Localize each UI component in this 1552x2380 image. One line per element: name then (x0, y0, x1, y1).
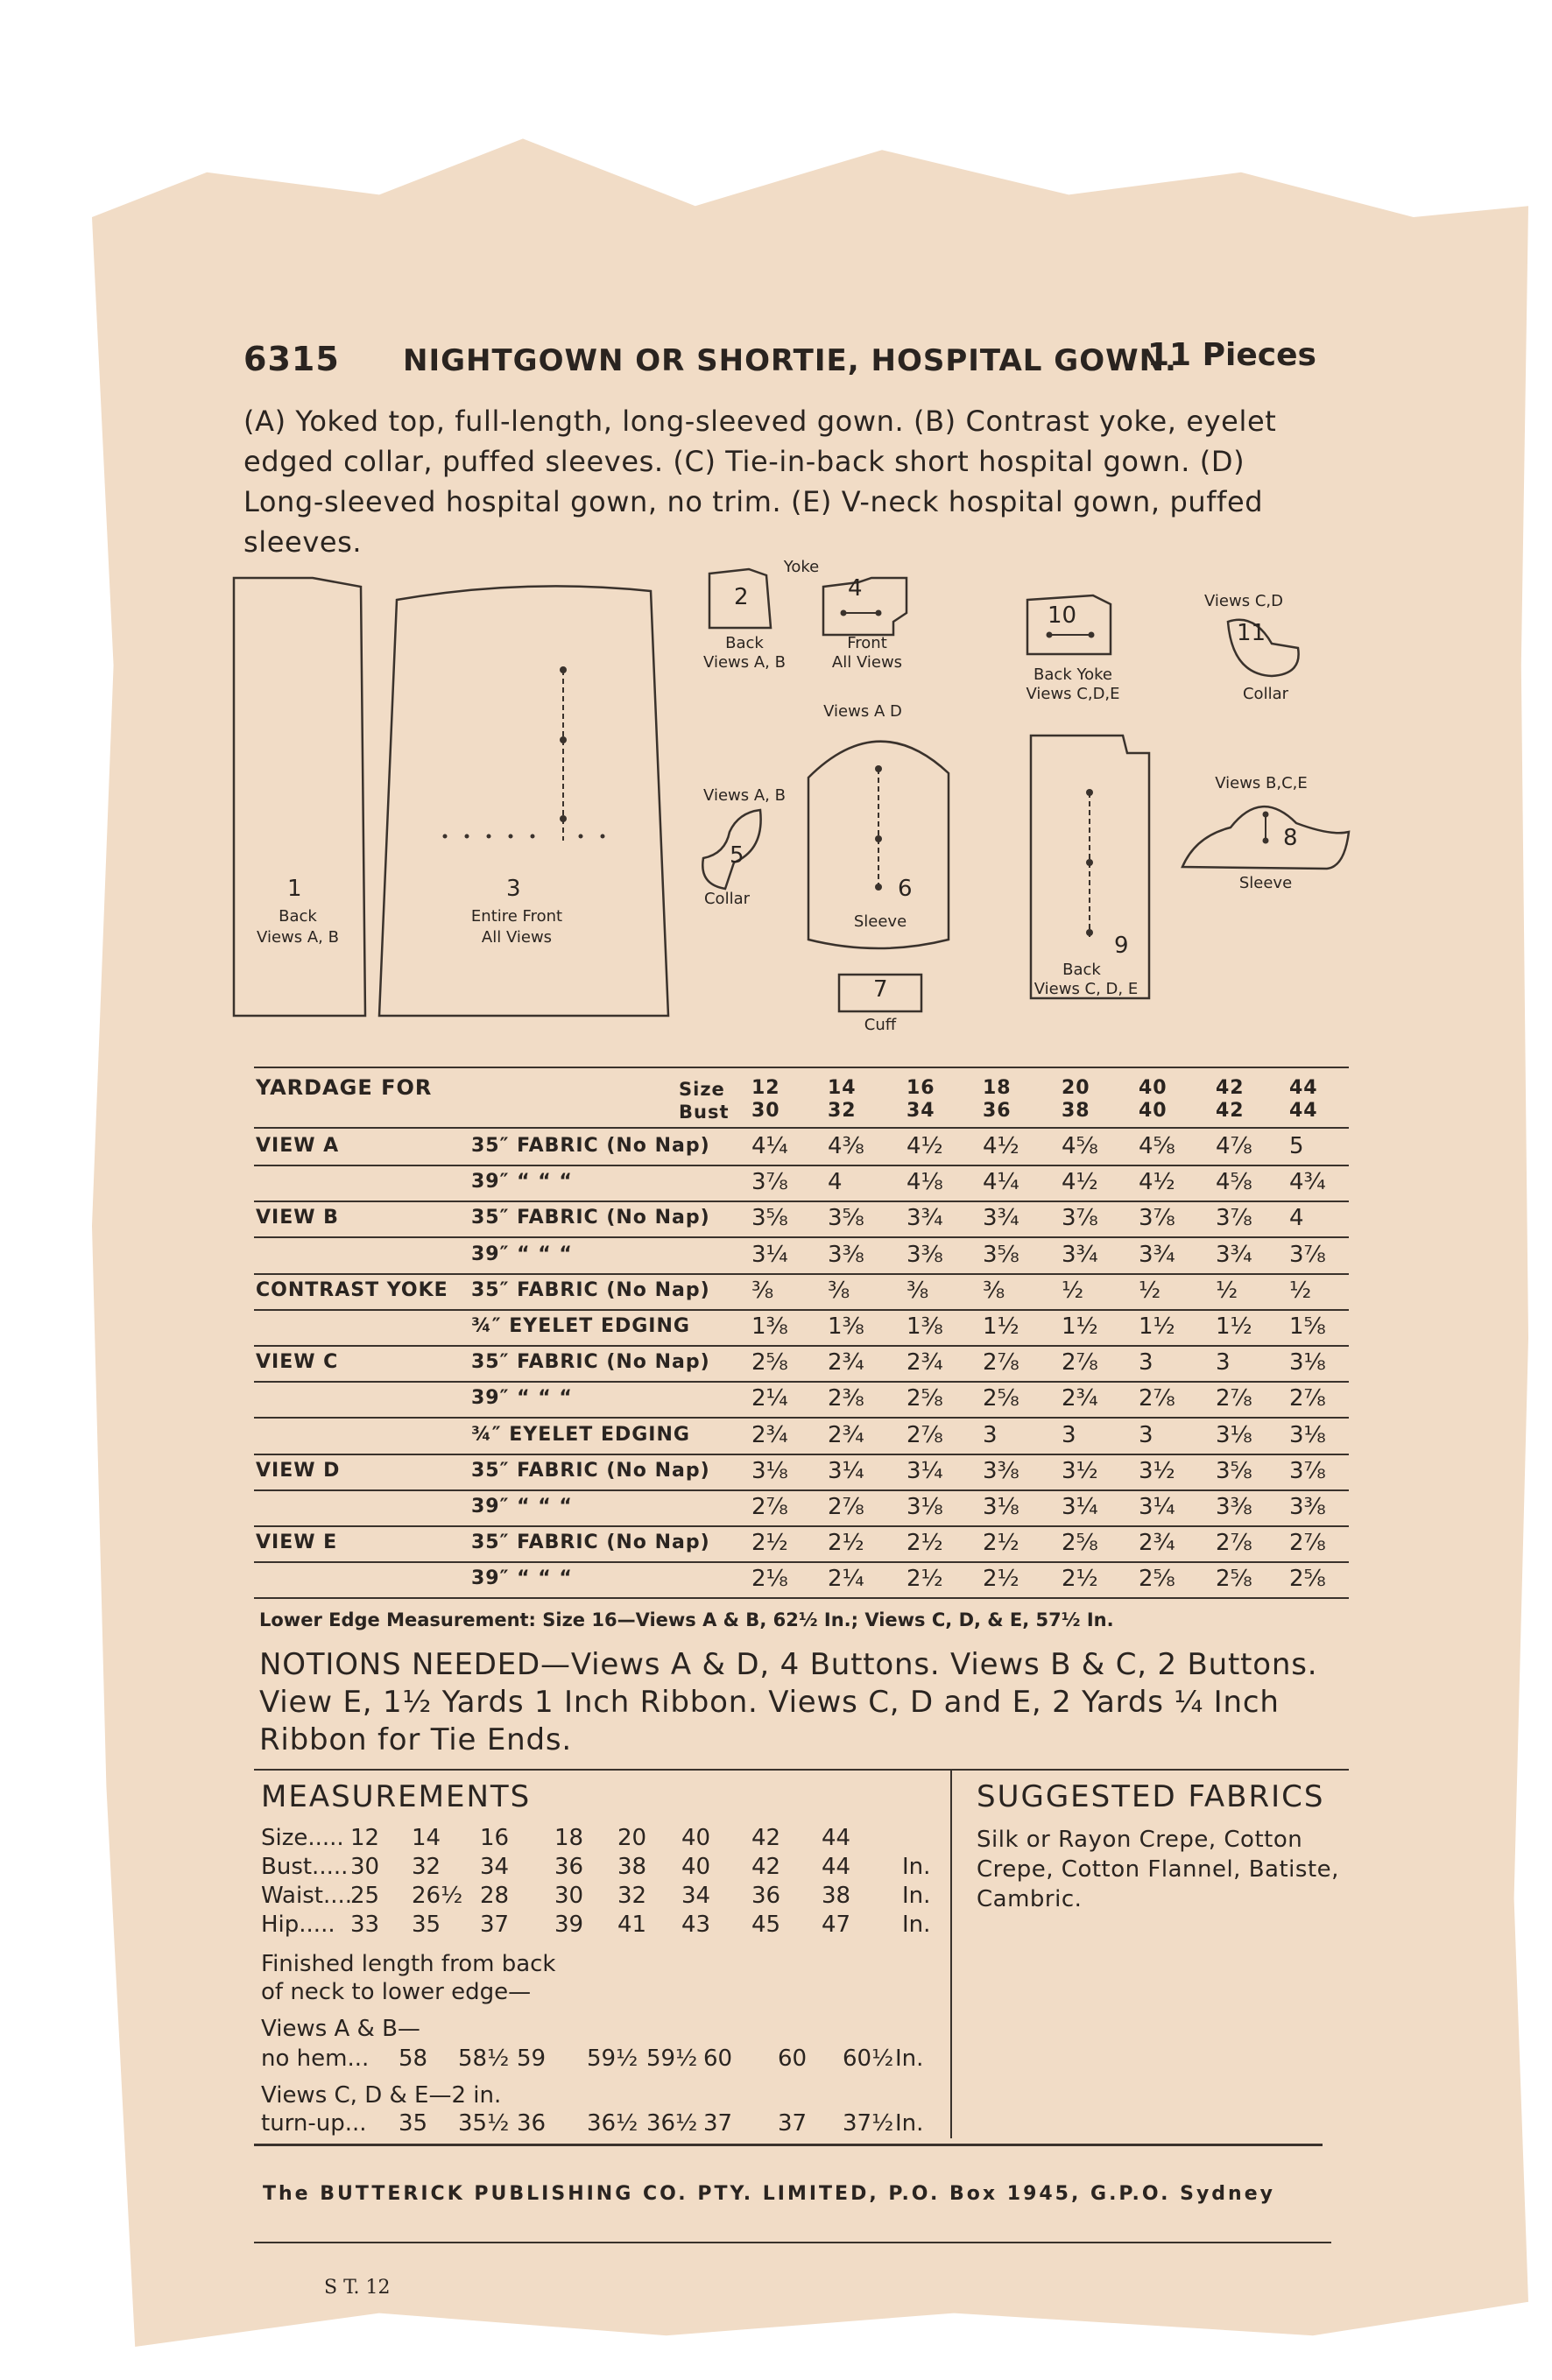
yardage-cell: 3¾ (983, 1205, 1019, 1232)
yardage-cell: 3⅛ (1289, 1349, 1326, 1377)
piece-1-outline (229, 574, 370, 1020)
piece-4-outline (819, 574, 915, 639)
measurements-cell: 36 (554, 1854, 584, 1880)
measurements-cell: 35 (412, 1912, 441, 1938)
yardage-cell: 2½ (983, 1566, 1019, 1593)
yardage-cell: 2⅝ (1216, 1566, 1252, 1593)
yardage-cell: 3⅞ (1062, 1205, 1098, 1232)
finished-length-cell: 36 (517, 2110, 547, 2137)
yardage-cell: 2⅝ (1139, 1566, 1175, 1593)
table-header-rule (254, 1127, 1349, 1129)
yardage-cell: 3⅜ (1216, 1494, 1252, 1520)
measurements-cell: 34 (681, 1883, 711, 1909)
yardage-row-rule (254, 1561, 1349, 1563)
piece-count: 11 Pieces (1147, 337, 1316, 373)
yardage-cell: 3¼ (751, 1241, 788, 1268)
yardage-cell: ½ (1062, 1277, 1084, 1304)
finished-length-unit: In. (895, 2110, 924, 2137)
pattern-number: 6315 (243, 340, 340, 378)
bust-header-cell: 30 (751, 1100, 780, 1122)
yardage-cell: 2⅝ (751, 1349, 788, 1377)
piece-4-label: Front (847, 634, 887, 652)
yardage-cell: 2½ (828, 1530, 864, 1557)
piece-3-views: All Views (481, 928, 553, 947)
yardage-cell: 3⅜ (1289, 1494, 1326, 1520)
yardage-cell: 3⅞ (1139, 1205, 1175, 1232)
bust-header-cell: 40 (1139, 1100, 1168, 1122)
yardage-cell: 2½ (907, 1566, 943, 1593)
yardage-cell: 3 (1216, 1349, 1231, 1377)
finished-length-unit: In. (895, 2046, 924, 2072)
yoke-heading: Yoke (783, 558, 820, 576)
yardage-cell: 5 (1289, 1133, 1304, 1159)
table-top-rule (254, 1067, 1349, 1068)
finished-length-line-1: Finished length from back (261, 1951, 556, 1977)
yardage-cell: 2⅝ (1289, 1566, 1326, 1593)
yardage-row-rule (254, 1525, 1349, 1527)
yardage-cell: 2⅞ (907, 1421, 943, 1448)
yardage-cell: 2⅝ (1062, 1530, 1098, 1557)
finished-length-line-2: of neck to lower edge— (261, 1979, 532, 2005)
measurements-cell: 18 (554, 1825, 584, 1851)
piece-2-number: 2 (734, 584, 749, 610)
yardage-cell: 1½ (983, 1313, 1019, 1340)
yardage-view-label: VIEW C (256, 1351, 339, 1374)
yardage-cell: 2⅞ (751, 1494, 788, 1520)
yardage-row-rule (254, 1381, 1349, 1383)
finished-length-cell: 59½ (646, 2046, 698, 2072)
finished-length-cell: 35 (399, 2110, 428, 2137)
measurements-cell: 45 (751, 1912, 781, 1938)
measurements-cell: 32 (617, 1883, 647, 1909)
measurements-cell: 38 (822, 1883, 851, 1909)
yardage-fabric-label: 39″ “ “ “ (471, 1171, 573, 1194)
measurements-heading: MEASUREMENTS (261, 1779, 532, 1814)
yardage-cell: 3 (1062, 1421, 1076, 1448)
yardage-cell: 4½ (1062, 1169, 1098, 1196)
footer-rule (254, 2242, 1331, 2243)
yardage-cell: 3¾ (1216, 1241, 1252, 1268)
yardage-cell: 3⅜ (983, 1457, 1019, 1484)
yardage-cell: 2⅞ (1216, 1385, 1252, 1412)
yardage-cell: 4⅞ (1216, 1133, 1252, 1159)
bust-header-cell: 44 (1289, 1100, 1318, 1122)
measurements-cell: 44 (822, 1854, 851, 1880)
yardage-cell: 2⅞ (1289, 1385, 1326, 1412)
yardage-cell: 3¼ (907, 1457, 943, 1484)
yardage-view-label: VIEW D (256, 1459, 341, 1482)
size-header-cell: 44 (1289, 1077, 1318, 1099)
yardage-cell: 2½ (983, 1530, 1019, 1557)
piece-3-outline (375, 578, 673, 1020)
yardage-row-rule (254, 1489, 1349, 1491)
yardage-cell: 3⅛ (983, 1494, 1019, 1520)
views-ab-label: Views A & B— (261, 2016, 420, 2042)
finished-length-cell: 60 (703, 2046, 733, 2072)
yardage-cell: ½ (1289, 1277, 1312, 1304)
piece-7-label: Cuff (864, 1016, 897, 1034)
yardage-row-rule (254, 1345, 1349, 1347)
yardage-cell: 1½ (1139, 1313, 1175, 1340)
piece-5-views: Views A, B (703, 786, 786, 805)
measurements-cell: 44 (822, 1825, 851, 1851)
yardage-cell: 4½ (983, 1133, 1019, 1159)
yardage-row-rule (254, 1309, 1349, 1311)
yardage-cell: 2⅞ (1062, 1349, 1098, 1377)
yardage-cell: 2⅞ (1289, 1530, 1326, 1557)
yardage-cell: 3⅞ (751, 1169, 788, 1196)
finished-length-cell: 60½ (843, 2046, 894, 2072)
yardage-cell: 3¾ (1062, 1241, 1098, 1268)
yardage-cell: 3⅞ (1289, 1457, 1326, 1484)
measurements-cell: 40 (681, 1854, 711, 1880)
yardage-view-label: VIEW A (256, 1135, 340, 1157)
yardage-cell: 2¾ (907, 1349, 943, 1377)
yardage-cell: 4¾ (1289, 1169, 1326, 1196)
yardage-cell: 4 (1289, 1205, 1304, 1232)
yardage-cell: ⅜ (983, 1277, 1005, 1304)
yardage-fabric-label: 35″ FABRIC (No Nap) (471, 1351, 710, 1374)
measurements-cell: 42 (751, 1825, 781, 1851)
bust-header-cell: 38 (1062, 1100, 1090, 1122)
measurements-cell: 33 (350, 1912, 380, 1938)
yardage-cell: 4⅜ (828, 1133, 864, 1159)
yardage-cell: 4 (828, 1169, 843, 1196)
yardage-cell: 3⅛ (751, 1457, 788, 1484)
yardage-row-rule (254, 1165, 1349, 1166)
yardage-cell: 3⅞ (1216, 1205, 1252, 1232)
bust-label: Bust (679, 1102, 730, 1123)
finished-length-cell: 37 (703, 2110, 733, 2137)
lower-edge-note: Lower Edge Measurement: Size 16—Views A & B, 62½ In.; Views C, D, & E, 57½ In. (259, 1609, 1114, 1630)
yardage-row-rule (254, 1236, 1349, 1238)
piece-11-views: Views C,D (1204, 592, 1283, 610)
measurements-cell: 14 (412, 1825, 441, 1851)
finished-length-cell: 35½ (458, 2110, 510, 2137)
piece-4-views: All Views (831, 653, 903, 672)
finished-length-cell: 59½ (587, 2046, 638, 2072)
notions-needed: NOTIONS NEEDED—Views A & D, 4 Buttons. Views B & C, 2 Buttons. View E, 1½ Yards 1 Inch Ribbon. Views C, D and E, 2 Yards ¼ Inch Ribbon for Tie Ends. (259, 1647, 1318, 1757)
yardage-cell: 4½ (907, 1133, 943, 1159)
measurements-cell: 47 (822, 1912, 851, 1938)
piece-6-label: Sleeve (853, 912, 907, 931)
yardage-cell: 3⅛ (907, 1494, 943, 1520)
measurements-top-rule (254, 1769, 1349, 1771)
yardage-cell: 3¾ (1139, 1241, 1175, 1268)
yardage-cell: 3⅝ (751, 1205, 788, 1232)
measurements-row-label: Bust..... (261, 1854, 349, 1880)
measurements-cell: 38 (617, 1854, 647, 1880)
piece-3-number: 3 (506, 876, 521, 902)
print-code: S T. 12 (324, 2277, 391, 2299)
measurements-cell: 37 (480, 1912, 510, 1938)
finished-length-cell: 58 (399, 2046, 428, 2072)
yardage-cell: 2¾ (828, 1421, 864, 1448)
yardage-row-rule (254, 1597, 1349, 1599)
piece-9-number: 9 (1114, 933, 1129, 959)
finished-length-cell: 36½ (587, 2110, 638, 2137)
measurements-cell: 26½ (412, 1883, 463, 1909)
yardage-cell: 4⅛ (907, 1169, 943, 1196)
piece-5-number: 5 (730, 842, 744, 869)
yardage-cell: 2¾ (1139, 1530, 1175, 1557)
yardage-cell: ½ (1139, 1277, 1161, 1304)
yardage-cell: 4⅝ (1216, 1169, 1252, 1196)
yardage-row-rule (254, 1273, 1349, 1275)
yardage-fabric-label: ¾″ EYELET EDGING (471, 1315, 690, 1337)
suggested-fabrics-heading: SUGGESTED FABRICS (977, 1779, 1325, 1814)
size-header-cell: 14 (828, 1077, 857, 1099)
measurements-row-label: Waist.... (261, 1883, 352, 1909)
yardage-cell: 4¼ (983, 1169, 1019, 1196)
measurements-cell: 30 (350, 1854, 380, 1880)
yardage-cell: 1½ (1216, 1313, 1252, 1340)
yardage-fabric-label: 35″ FABRIC (No Nap) (471, 1207, 710, 1229)
yardage-row-rule (254, 1417, 1349, 1419)
yardage-cell: 2¾ (751, 1421, 788, 1448)
finished-length-cell: 59 (517, 2046, 547, 2072)
size-header-cell: 18 (983, 1077, 1012, 1099)
yardage-cell: 3⅝ (1216, 1457, 1252, 1484)
yardage-cell: 3 (1139, 1421, 1153, 1448)
yardage-cell: 3 (1139, 1349, 1153, 1377)
piece-6-views: Views A D (823, 702, 902, 721)
size-header-cell: 16 (907, 1077, 935, 1099)
views-description: (A) Yoked top, full-length, long-sleeved gown. (B) Contrast yoke, eyelet edged collar, puffed sleeves. (C) Tie-in-back short hospital gown. (D) Long-sleeved hospital gown, no trim. (E) V-neck hospital gown, puffed sleeves. (243, 405, 1277, 559)
piece-9-views: Views C, D, E (1033, 980, 1139, 998)
measurements-divider (950, 1771, 952, 2138)
measurements-cell: 16 (480, 1825, 510, 1851)
yardage-cell: 3¾ (907, 1205, 943, 1232)
piece-10-number: 10 (1048, 602, 1077, 629)
yardage-view-label: VIEW E (256, 1532, 338, 1554)
yardage-row-rule (254, 1454, 1349, 1455)
measurements-unit: In. (902, 1854, 931, 1880)
yardage-cell: 4⅝ (1062, 1133, 1098, 1159)
measurements-cell: 41 (617, 1912, 647, 1938)
piece-11-number: 11 (1237, 620, 1266, 646)
piece-9-label: Back (1062, 961, 1101, 979)
yardage-cell: 2½ (751, 1530, 788, 1557)
publisher-footer: The BUTTERICK PUBLISHING CO. PTY. LIMITED, P.O. Box 1945, G.P.O. Sydney (263, 2183, 1275, 2205)
yardage-cell: 2¾ (1062, 1385, 1098, 1412)
finished-length-cell: 36½ (646, 2110, 698, 2137)
measurements-cell: 36 (751, 1883, 781, 1909)
yardage-cell: 2⅜ (828, 1385, 864, 1412)
measurements-cell: 39 (554, 1912, 584, 1938)
yardage-cell: 3½ (1062, 1457, 1098, 1484)
yardage-cell: ⅜ (751, 1277, 774, 1304)
size-header-cell: 12 (751, 1077, 780, 1099)
measurements-cell: 32 (412, 1854, 441, 1880)
yardage-cell: 3¼ (1139, 1494, 1175, 1520)
yardage-cell: 4¼ (751, 1133, 788, 1159)
size-header-cell: 42 (1216, 1077, 1245, 1099)
piece-8-label: Sleeve (1238, 874, 1293, 892)
yardage-cell: 3⅞ (1289, 1241, 1326, 1268)
piece-2-views: Views A, B (703, 653, 786, 672)
yardage-cell: ⅜ (828, 1277, 850, 1304)
yardage-cell: 2¼ (828, 1566, 864, 1593)
yardage-view-label: VIEW B (256, 1207, 339, 1229)
yardage-cell: 2⅝ (907, 1385, 943, 1412)
yardage-cell: 3⅛ (1289, 1421, 1326, 1448)
suggested-fabrics-text: Silk or Rayon Crepe, Cotton Crepe, Cotton Flannel, Batiste, Cambric. (977, 1827, 1339, 1912)
finished-length-label: turn-up... (261, 2110, 367, 2137)
finished-length-cell: 60 (778, 2046, 808, 2072)
yardage-cell: 1⅜ (751, 1313, 788, 1340)
yardage-cell: 2½ (1062, 1566, 1098, 1593)
yardage-cell: 3⅝ (828, 1205, 864, 1232)
yardage-fabric-label: 39″ “ “ “ (471, 1243, 573, 1265)
yardage-fabric-label: 39″ “ “ “ (471, 1496, 573, 1517)
yardage-cell: 3⅜ (907, 1241, 943, 1268)
piece-7-number: 7 (873, 976, 888, 1003)
piece-11-label: Collar (1242, 685, 1288, 703)
measurements-cell: 25 (350, 1883, 380, 1909)
measurements-unit: In. (902, 1912, 931, 1938)
pattern-title: NIGHTGOWN OR SHORTIE, HOSPITAL GOWN. (403, 343, 1177, 378)
yardage-fabric-label: 35″ FABRIC (No Nap) (471, 1532, 710, 1554)
yardage-row-rule (254, 1201, 1349, 1202)
yardage-fabric-label: 35″ FABRIC (No Nap) (471, 1278, 710, 1301)
yardage-cell: ½ (1216, 1277, 1238, 1304)
bust-header-cell: 36 (983, 1100, 1012, 1122)
yardage-cell: 2½ (907, 1530, 943, 1557)
piece-10-views: Views C,D,E (1026, 685, 1120, 703)
measurements-unit: In. (902, 1883, 931, 1909)
yardage-cell: 2⅝ (983, 1385, 1019, 1412)
size-header-cell: 20 (1062, 1077, 1090, 1099)
piece-10-label: Back Yoke (1033, 665, 1112, 684)
finished-length-cell: 58½ (458, 2046, 510, 2072)
measurements-cell: 34 (480, 1854, 510, 1880)
finished-length-cell: 37 (778, 2110, 808, 2137)
measurements-cell: 12 (350, 1825, 380, 1851)
yardage-cell: 3¼ (828, 1457, 864, 1484)
measurements-cell: 42 (751, 1854, 781, 1880)
yardage-cell: 3½ (1139, 1457, 1175, 1484)
yardage-cell: 3 (983, 1421, 998, 1448)
bust-header-cell: 34 (907, 1100, 935, 1122)
bust-header-cell: 32 (828, 1100, 857, 1122)
measurements-bottom-rule (254, 2144, 1323, 2146)
piece-8-number: 8 (1283, 825, 1298, 851)
measurements-cell: 28 (480, 1883, 510, 1909)
yardage-fabric-label: 39″ “ “ “ (471, 1387, 573, 1410)
yardage-fabric-label: 35″ FABRIC (No Nap) (471, 1459, 710, 1482)
yardage-cell: 1⅜ (907, 1313, 943, 1340)
piece-4-number: 4 (848, 575, 863, 602)
yardage-fabric-label: ¾″ EYELET EDGING (471, 1423, 690, 1446)
measurements-cell: 20 (617, 1825, 647, 1851)
yardage-cell: 1⅜ (828, 1313, 864, 1340)
yardage-cell: 2⅞ (1139, 1385, 1175, 1412)
piece-1-label: Back (279, 907, 317, 926)
yardage-cell: 3⅝ (983, 1241, 1019, 1268)
finished-length-cell: 37½ (843, 2110, 894, 2137)
yardage-cell: ⅜ (907, 1277, 929, 1304)
piece-8-outline (1178, 788, 1353, 876)
piece-3-label: Entire Front (470, 907, 563, 926)
piece-8-views: Views B,C,E (1215, 774, 1308, 792)
piece-6-number: 6 (898, 876, 913, 902)
measurements-row-label: Size..... (261, 1825, 344, 1851)
measurements-row-label: Hip..... (261, 1912, 335, 1938)
yardage-cell: 1½ (1062, 1313, 1098, 1340)
bust-header-cell: 42 (1216, 1100, 1245, 1122)
yardage-cell: 2⅞ (983, 1349, 1019, 1377)
measurements-cell: 30 (554, 1883, 584, 1909)
views-cde-label: Views C, D & E—2 in. (261, 2082, 502, 2109)
yardage-cell: 3⅜ (828, 1241, 864, 1268)
size-header-cell: 40 (1139, 1077, 1168, 1099)
yardage-cell: 2⅞ (828, 1494, 864, 1520)
piece-2-label: Back (725, 634, 764, 652)
yardage-cell: 3¼ (1062, 1494, 1098, 1520)
yardage-cell: 2¼ (751, 1385, 788, 1412)
yardage-cell: 4⅝ (1139, 1133, 1175, 1159)
yardage-view-label: CONTRAST YOKE (256, 1278, 448, 1301)
yardage-cell: 1⅝ (1289, 1313, 1326, 1340)
size-label: Size (679, 1079, 725, 1100)
yardage-heading: YARDAGE FOR (256, 1075, 433, 1100)
yardage-cell: 4½ (1139, 1169, 1175, 1196)
piece-5-label: Collar (703, 890, 750, 908)
yardage-cell: 2¾ (828, 1349, 864, 1377)
measurements-cell: 43 (681, 1912, 711, 1938)
yardage-fabric-label: 35″ FABRIC (No Nap) (471, 1135, 710, 1157)
piece-1-views: Views A, B (257, 928, 339, 947)
piece-1-number: 1 (287, 876, 302, 902)
yardage-cell: 3⅛ (1216, 1421, 1252, 1448)
measurements-cell: 40 (681, 1825, 711, 1851)
yardage-cell: 2⅛ (751, 1566, 788, 1593)
finished-length-label: no hem... (261, 2046, 370, 2072)
yardage-cell: 2⅞ (1216, 1530, 1252, 1557)
yardage-fabric-label: 39″ “ “ “ (471, 1567, 573, 1590)
